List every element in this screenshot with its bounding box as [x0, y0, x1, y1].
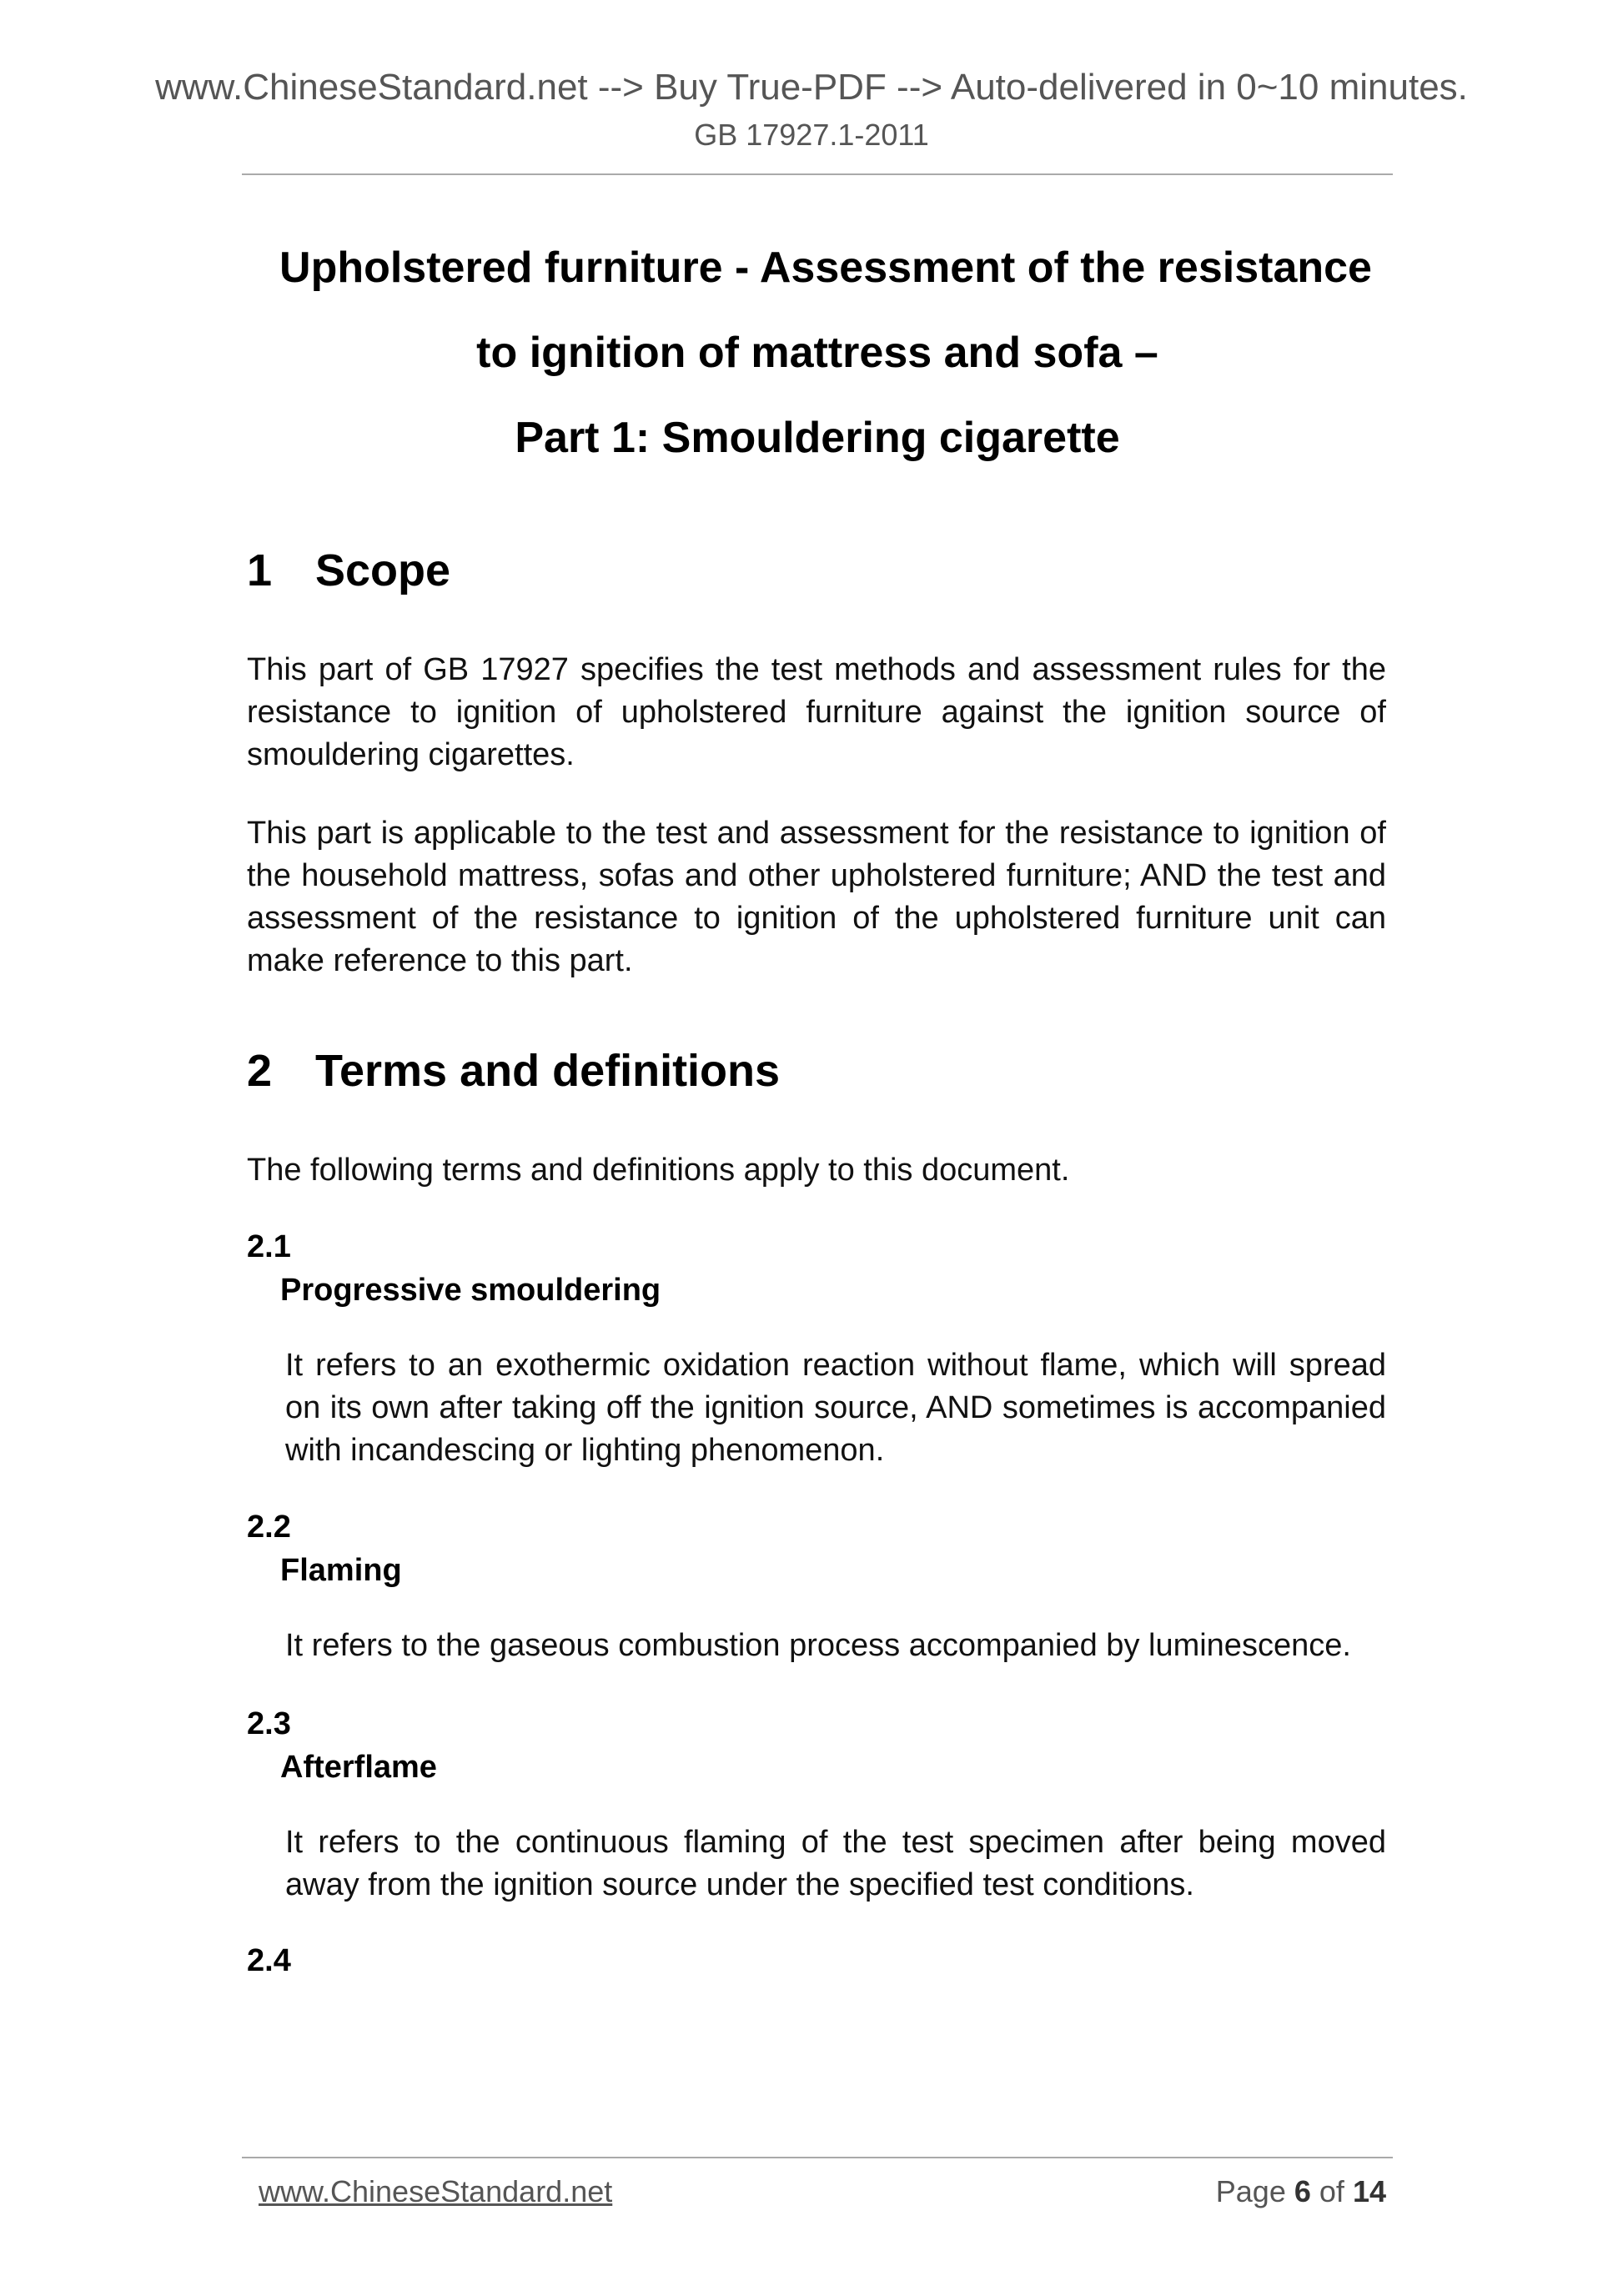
terms-intro: The following terms and definitions apply to this document.: [247, 1153, 1070, 1188]
page-total: 14: [1352, 2174, 1386, 2208]
footer-website-link[interactable]: www.ChineseStandard.net: [259, 2174, 613, 2208]
clause-number: 2.1: [247, 1229, 291, 1264]
header-divider: [242, 173, 1393, 175]
document-title-line-3: Part 1: Smouldering cigarette: [515, 414, 1120, 462]
clause-number: 2.2: [247, 1510, 291, 1545]
term-title: Afterflame: [280, 1750, 437, 1785]
site-banner: www.ChineseStandard.net --> Buy True-PDF --> Auto-delivered in 0~10 minutes.: [155, 67, 1468, 108]
footer-divider: [242, 2157, 1393, 2158]
section-number: 2: [247, 1046, 273, 1096]
term-title: Flaming: [280, 1553, 402, 1588]
page-indicator: [1216, 2173, 1386, 2210]
document-title-line-2: to ignition of mattress and sofa –: [476, 329, 1158, 377]
clause-number: 2.3: [247, 1706, 291, 1741]
section-heading-scope: [247, 544, 450, 597]
scope-paragraph-2: This part is applicable to the test and assessment for the resistance to ignition of the household mattress, sofas and other upholstered furniture; AND the test and assessment of the resistance to ignition of the upholstered furniture unit can make reference to this part.: [247, 816, 1386, 978]
scope-paragraph-1: This part of GB 17927 specifies the test methods and assessment rules for the resistance to ignition of upholstered furniture against the ignition source of smouldering cigarettes.: [247, 652, 1386, 772]
section-heading-terms: [247, 1044, 780, 1098]
document-number: GB 17927.1-2011: [694, 118, 929, 152]
section-title: Scope: [315, 545, 451, 595]
page-label: Page: [1215, 2174, 1286, 2208]
section-title: Terms and definitions: [315, 1046, 781, 1096]
term-title: Progressive smouldering: [280, 1273, 661, 1308]
clause-number: 2.4: [247, 1943, 291, 1978]
term-definition: It refers to the continuous flaming of the test specimen after being moved away from the ignition source under the specified test conditions.: [285, 1825, 1386, 1902]
term-definition: It refers to the gaseous combustion process accompanied by luminescence.: [285, 1628, 1351, 1663]
section-number: 1: [247, 545, 273, 595]
document-title-line-1: Upholstered furniture - Assessment of the resistance: [279, 244, 1372, 292]
page-of: of: [1319, 2174, 1344, 2208]
page-current: 6: [1294, 2174, 1311, 2208]
term-definition: It refers to an exothermic oxidation reaction without flame, which will spread on its own after taking off the ignition source, AND sometimes is accompanied with incandescing or lighting phenomenon.: [285, 1348, 1386, 1468]
